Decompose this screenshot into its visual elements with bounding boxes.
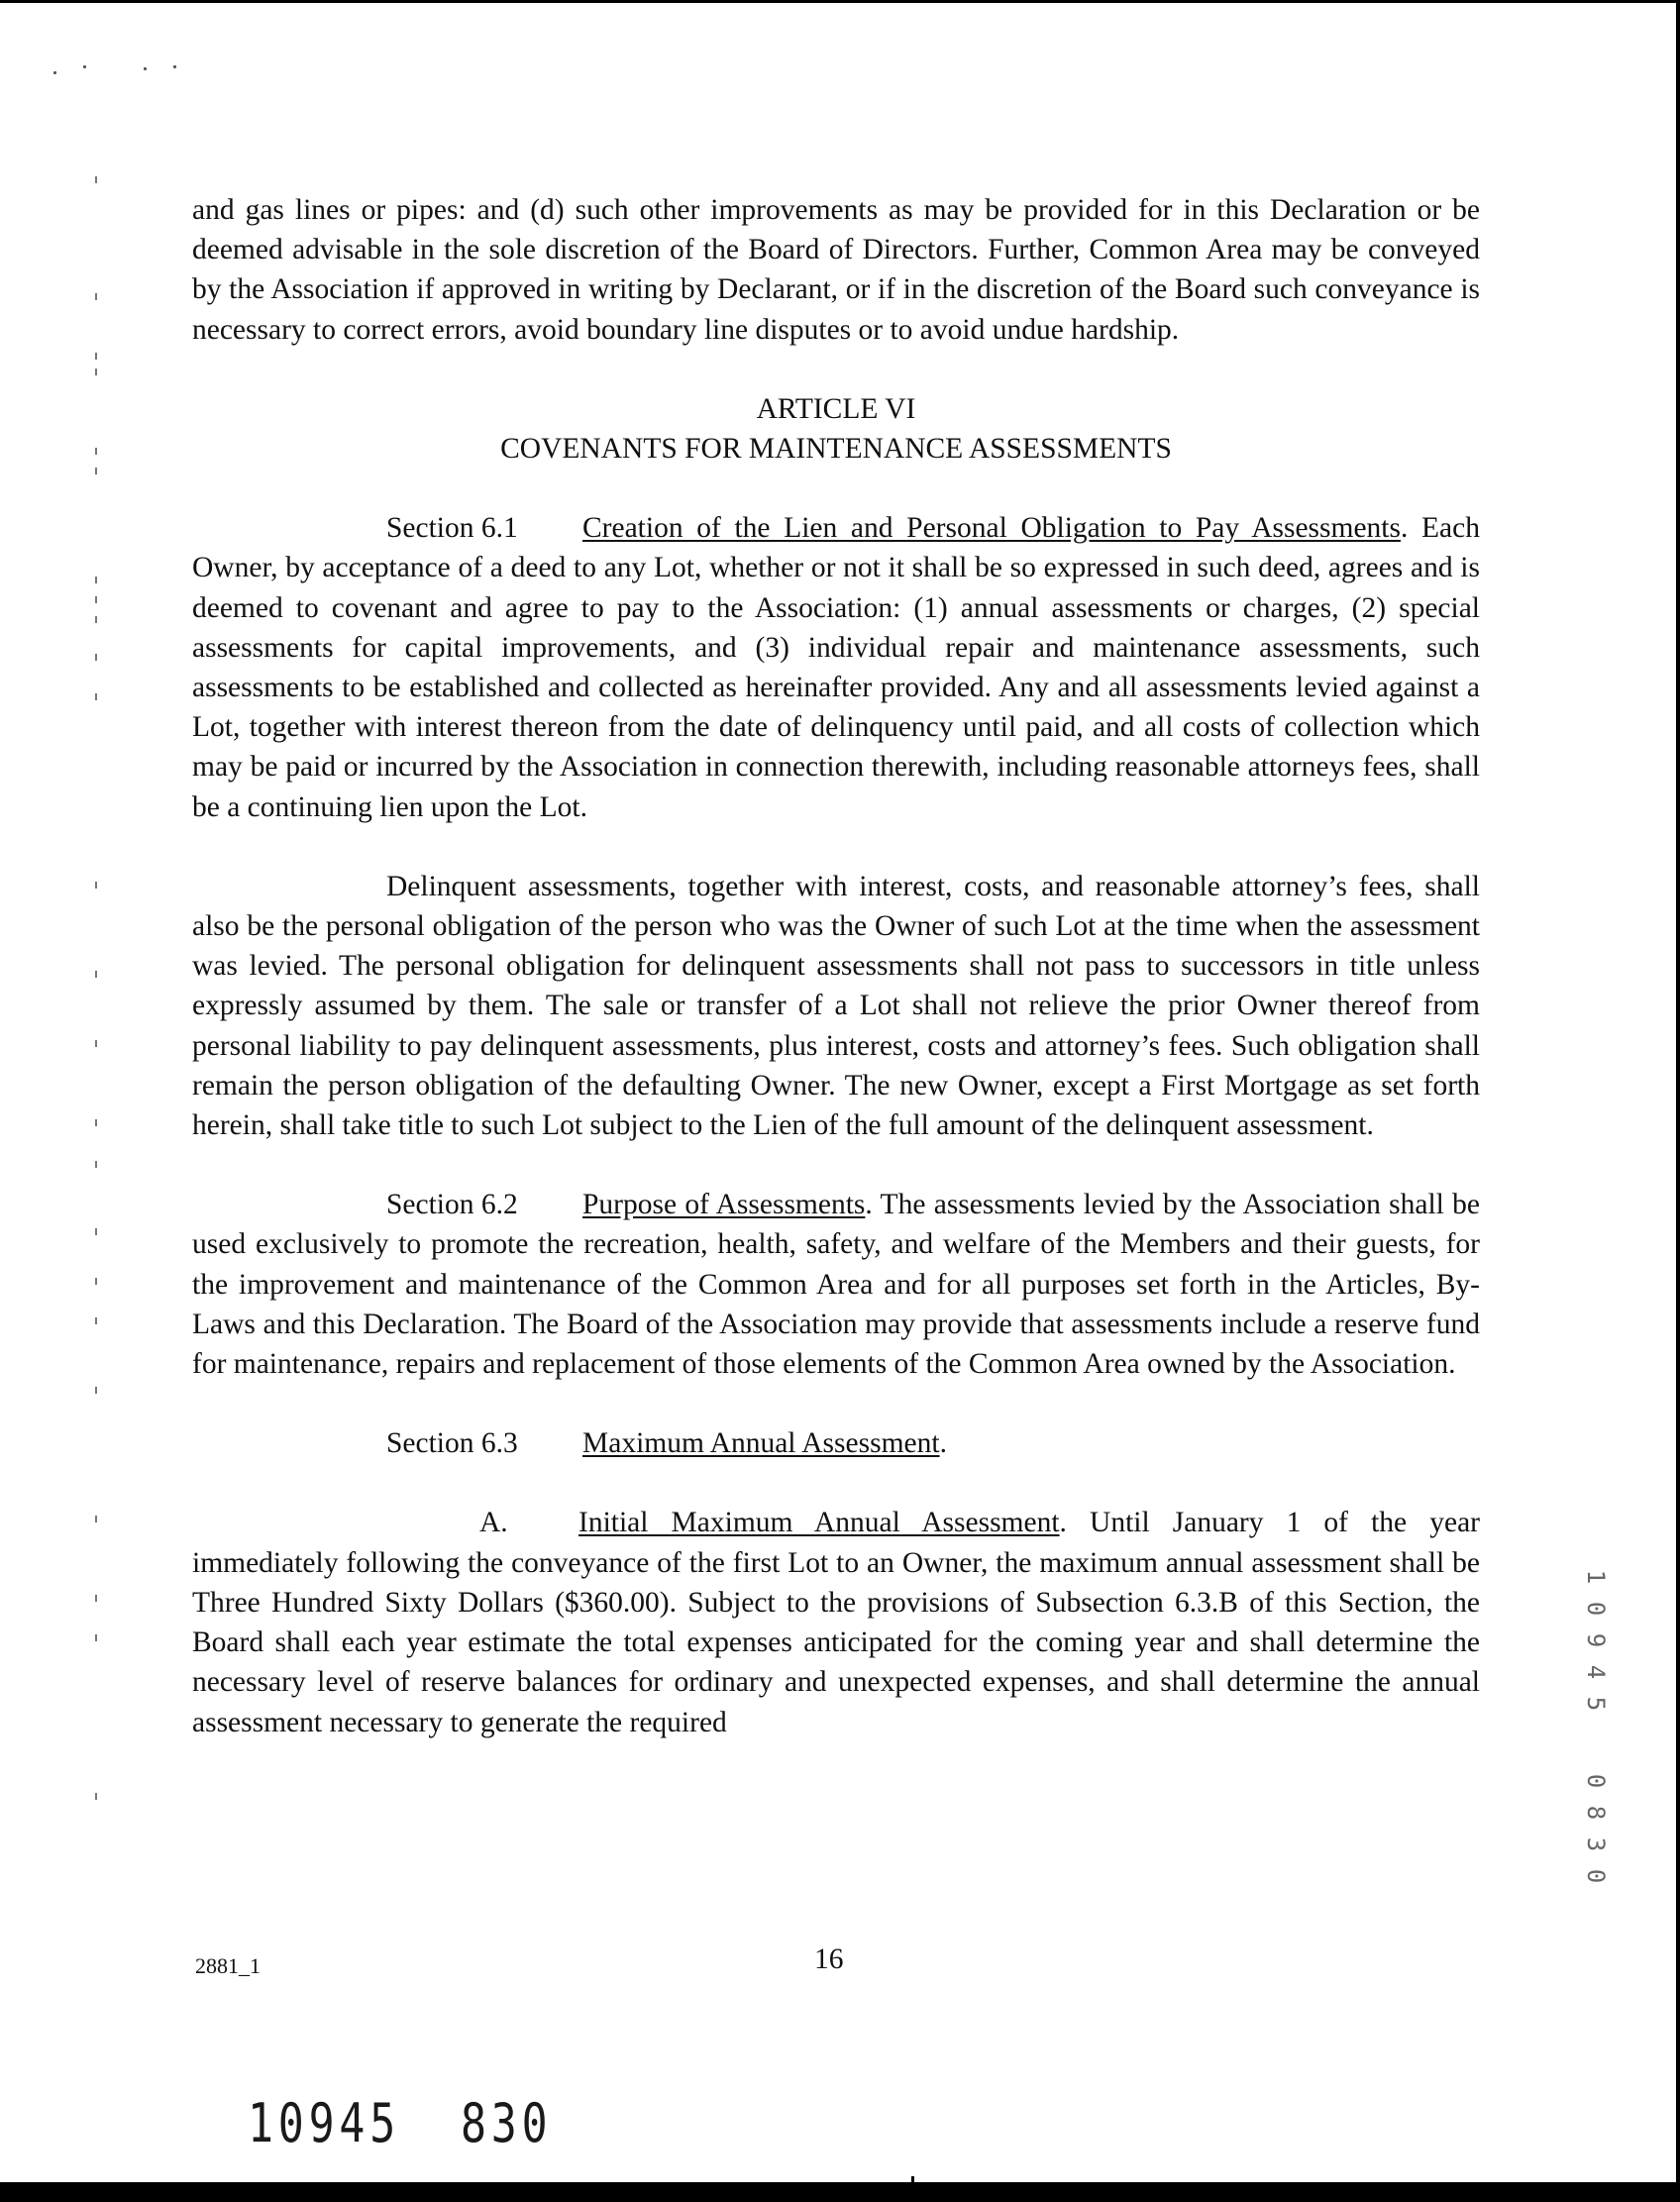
section-heading: Creation of the Lien and Personal Obligation to Pay Assessments xyxy=(582,512,1401,545)
document-code: 2881_1 xyxy=(195,1953,261,1978)
scan-speck xyxy=(53,71,56,74)
scan-speck xyxy=(95,1387,97,1394)
section-6-3 xyxy=(192,1423,1480,1463)
side-digit: 0 xyxy=(1582,1601,1611,1617)
scan-border-right xyxy=(1676,0,1680,2202)
article-title: ARTICLE VI xyxy=(756,392,916,425)
side-digit: 3 xyxy=(1582,1836,1611,1852)
scan-speck xyxy=(95,468,97,474)
scan-speck xyxy=(95,616,97,623)
scan-speck xyxy=(144,67,147,70)
scan-speck xyxy=(83,65,86,68)
scan-speck xyxy=(95,882,97,889)
scan-speck xyxy=(95,353,97,360)
section-6-1 xyxy=(192,508,1480,827)
scan-speck xyxy=(95,1040,97,1047)
scan-speck xyxy=(95,1278,97,1285)
subsection-a xyxy=(192,1503,1480,1741)
scan-speck xyxy=(95,1793,97,1800)
section-label: Section 6.2 xyxy=(386,1189,518,1221)
side-digit: 4 xyxy=(1582,1664,1611,1680)
scan-speck xyxy=(95,971,97,978)
scan-speck xyxy=(95,176,97,183)
document-page xyxy=(192,190,1480,1742)
scan-border-notch xyxy=(911,2176,914,2202)
subsection-heading: Initial Maximum Annual Assessment xyxy=(578,1507,1060,1539)
side-digit: 9 xyxy=(1582,1632,1611,1648)
section-heading: Purpose of Assessments xyxy=(582,1189,866,1221)
scan-speck xyxy=(95,293,97,300)
scan-speck xyxy=(95,596,97,603)
scan-speck xyxy=(95,1161,97,1168)
scan-speck xyxy=(95,1595,97,1602)
scan-speck xyxy=(95,1516,97,1522)
paragraph-delinquent: Delinquent assessments, together with interest, costs, and reasonable attorney’s fees, shall also be the personal obligation of the person who was the Owner of such Lot at the time when the assessment was levied. The personal obligation for delinquent assessments shall not pass to successors in title unless expressly assumed by them. The sale or transfer of a Lot shall not relieve the prior Owner thereof from personal liability to pay delinquent assessments, plus interest, costs and attorney’s fees. Such obligation shall remain the person obligation of the defaulting Owner. The new Owner, except a First Mortgage as set forth herein, shall take title to such Lot subject to the Lien of the full amount of the delinquent assessment. xyxy=(192,870,1480,1142)
side-digit: 0 xyxy=(1582,1773,1611,1789)
scan-border-bottom xyxy=(0,2182,1680,2202)
page-number: 16 xyxy=(814,1943,844,1975)
scan-speck xyxy=(95,448,97,455)
side-digit: 5 xyxy=(1582,1696,1611,1712)
recording-page-number: 830 xyxy=(461,2092,553,2154)
scan-speck xyxy=(95,693,97,700)
scan-speck xyxy=(95,1228,97,1235)
recording-book-number: 10945 xyxy=(248,2092,401,2154)
scan-border-top xyxy=(0,0,1680,3)
side-digit: 8 xyxy=(1582,1805,1611,1821)
section-label: Section 6.3 xyxy=(386,1427,518,1460)
side-digit: 1 xyxy=(1582,1569,1611,1585)
scan-speck xyxy=(95,577,97,583)
side-digit: 0 xyxy=(1582,1868,1611,1884)
paragraph-continuation: and gas lines or pipes: and (d) such other improvements as may be provided for in this Declaration or be deemed advisable in the sole discretion of the Board of Directors. Further, Common Area may be conveyed by the Association if approved in writing by Declarant, or if in the discretion of the Board such conveyance is necessary to correct errors, avoid boundary line disputes or to avoid undue hardship. xyxy=(192,194,1480,346)
subsection-body: . Until January 1 of the year immediately following the conveyance of the first Lot to an Owner, the maximum annual assessment shall be Three Hundred Sixty Dollars ($360.00). Subject to the provisions of Subsection 6.3.B of this Section, the Board shall each year estimate the total expenses anticipated for the coming year and shall determine the necessary level of reserve balances for ordinary and unexpected expenses, and shall determine the annual assessment necessary to generate the required xyxy=(192,1507,1480,1738)
section-body: . xyxy=(939,1427,947,1460)
section-body: . Each Owner, by acceptance of a deed to any Lot, whether or not it shall be so expressed in such deed, agrees and is deemed to covenant and agree to pay to the Association: (1) annual assessments or charges, (2) special assessments for capital improvements, and (3) individual repair and maintenance assessments, such assessments to be established and collected as hereinafter provided. Any and all assessments levied against a Lot, together with interest thereon from the date of delinquency until paid, and all costs of collection which may be paid or incurred by the Association in connection therewith, including reasonable attorneys fees, shall be a continuing lien upon the Lot. xyxy=(192,512,1480,823)
scan-speck xyxy=(95,368,97,375)
scan-speck xyxy=(173,65,176,68)
side-recording-number xyxy=(1582,1563,1625,1930)
scan-speck xyxy=(95,1634,97,1641)
scan-speck xyxy=(95,1119,97,1126)
article-subtitle: COVENANTS FOR MAINTENANCE ASSESSMENTS xyxy=(500,433,1172,466)
section-heading: Maximum Annual Assessment xyxy=(582,1427,940,1460)
section-label: Section 6.1 xyxy=(386,512,518,545)
subsection-label: A. xyxy=(479,1507,508,1539)
section-6-2 xyxy=(192,1185,1480,1384)
scan-speck xyxy=(95,654,97,661)
article-heading xyxy=(192,389,1480,469)
section-body: . The assessments levied by the Association shall be used exclusively to promote the recreation, health, safety, and welfare of the Members and their guests, for the improvement and maintenance of the Common Area and for all purposes set forth in the Articles, By-Laws and this Declaration. The Board of the Association may provide that assessments include a reserve fund for maintenance, repairs and replacement of those elements of the Common Area owned by the Association. xyxy=(192,1189,1480,1381)
scan-speck xyxy=(95,1317,97,1324)
